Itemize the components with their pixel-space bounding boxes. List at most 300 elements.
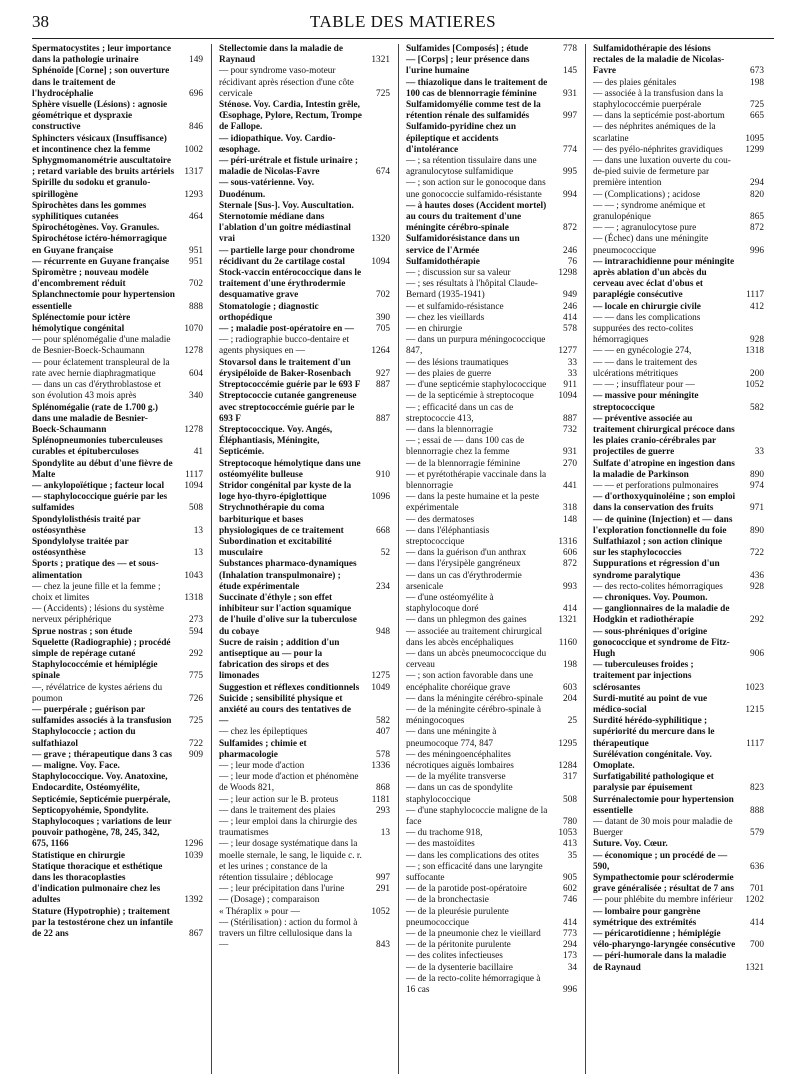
entry-page-ref: 33 — [567, 368, 577, 379]
entry-text: — associée au traitement chirurgical dans les abcès encéphaliques — [406, 626, 543, 648]
entry-page-ref: 778 — [563, 44, 577, 54]
entry-text: Sphénoïde [Corne] ; son ouverture dans le traitement de l'hydrocéphalie — [32, 66, 170, 99]
index-entry — [406, 940, 577, 951]
entry-text: — dans une méningite à pneumocoque 774, 847 — [406, 727, 497, 749]
entry-page-ref: 1298 — [558, 268, 577, 279]
entry-page-ref: 604 — [189, 368, 203, 379]
index-entry — [219, 391, 390, 425]
index-entry — [219, 178, 390, 200]
index-entry — [406, 951, 577, 962]
index-entry — [32, 492, 203, 514]
index-entry — [406, 615, 577, 626]
index-entry — [593, 89, 764, 111]
entry-text: — locale en chirurgie civile — [593, 301, 701, 312]
entry-page-ref: 414 — [750, 917, 764, 928]
entry-text: — massive pour méningite streptococcique — [593, 391, 699, 413]
index-entry — [219, 795, 390, 806]
entry-text: — dans la méningite cérébro-spinale — [406, 693, 543, 704]
index-entry — [406, 806, 577, 828]
index-entry — [219, 817, 390, 839]
page-number: 38 — [32, 12, 49, 31]
entry-page-ref: 1094 — [558, 391, 577, 402]
entry-text: Sucre de raisin ; addition d'un antiseptique au — pour la fabrication des sirops et des limonades — [219, 637, 340, 682]
index-entry — [406, 492, 577, 514]
entry-text: — — et perforations pulmonaires — [593, 480, 719, 491]
entry-page-ref: 414 — [563, 604, 577, 615]
entry-text: Sulfate d'atropine en ingestion dans la maladie de Parkinson — [593, 458, 735, 480]
index-entry — [32, 44, 203, 66]
entry-page-ref: 293 — [376, 805, 390, 816]
entry-text: — thiazolique dans le traitement de 100 cas de blennorragie féminine — [406, 77, 548, 99]
index-entry — [593, 694, 764, 716]
index-entry — [406, 459, 577, 470]
entry-text: — pour phlébite du membre inférieur — [593, 895, 733, 906]
index-entry — [219, 268, 390, 302]
entry-page-ref: 582 — [376, 716, 390, 727]
index-entry — [406, 470, 577, 492]
index-entry — [406, 526, 577, 548]
index-entry — [406, 358, 577, 369]
index-entry — [406, 403, 577, 425]
entry-page-ref: 890 — [750, 469, 764, 480]
index-entry — [406, 929, 577, 940]
entry-text: Succinate d'éthyle ; son effet inhibiteur sur l'action squamique de l'huile d'olive sur la tuberculose du cobaye — [219, 592, 357, 637]
entry-page-ref: 1049 — [371, 682, 390, 693]
index-entry — [406, 302, 577, 313]
index-entry — [406, 268, 577, 279]
entry-text: — ; efficacité dans un cas de streptococcie 413, — [406, 402, 514, 424]
entry-text: — et sulfamido-résistance — [406, 301, 504, 312]
index-entry — [219, 593, 390, 638]
index-entry — [219, 358, 390, 380]
entry-text: Sulfamides [Composés] ; étude — [406, 44, 529, 54]
entry-text: Sulfamides ; chimie et pharmacologie — [219, 738, 307, 760]
entry-text: — d'orthoxyquinoléine ; son emploi dans la conservation des fruits — [593, 492, 736, 514]
entry-page-ref: 725 — [189, 716, 203, 727]
entry-page-ref: 25 — [567, 716, 577, 727]
entry-text: Streptococcique. Voy. Angés, Éléphantiasis, Méningite, Septicémie. — [219, 424, 333, 458]
entry-page-ref: 910 — [376, 469, 390, 480]
entry-text: Suicide ; sensibilité physique et anxiété au cours des tentatives de — — [219, 693, 351, 727]
entry-page-ref: 846 — [189, 122, 203, 133]
index-entry — [219, 503, 390, 537]
index-entry — [32, 380, 203, 402]
entry-page-ref: 414 — [563, 312, 577, 323]
entry-page-ref: 994 — [563, 189, 577, 200]
entry-text: Sulfamidomyélie comme test de la rétention rénale des sulfamidés — [406, 100, 541, 122]
entry-text: — de la méningite cérébro-spinale à méningocoques — [406, 704, 542, 727]
index-entry — [32, 705, 203, 727]
entry-page-ref: 13 — [380, 828, 390, 839]
entry-page-ref: 1318 — [745, 346, 764, 357]
entry-page-ref: 13 — [193, 525, 203, 536]
index-entry — [406, 671, 577, 693]
index-entry — [406, 694, 577, 705]
entry-page-ref: 1293 — [184, 189, 203, 200]
entry-text: — de la péritonite purulente — [406, 940, 511, 951]
entry-page-ref: 725 — [750, 100, 764, 111]
entry-text: — de la blennorragie féminine — [406, 458, 521, 469]
entry-page-ref: 668 — [376, 525, 390, 536]
index-entry — [593, 145, 764, 156]
entry-text: Sympathectomie pour sclérodermie grave généralisée ; résultat de 7 ans — [593, 873, 734, 895]
entry-text: — des méningoencéphalites nécrotiques aiguës lombaires — [406, 749, 514, 771]
entry-page-ref: 931 — [563, 88, 577, 99]
entry-page-ref: 1277 — [558, 346, 577, 357]
index-entry — [219, 772, 390, 794]
index-entry — [219, 537, 390, 559]
entry-text: — associée à la transfusion dans la staphylococcémie puerpérale — [593, 88, 724, 111]
index-entry — [32, 627, 203, 638]
index-entry — [219, 727, 390, 738]
entry-page-ref: 928 — [750, 335, 764, 346]
entry-page-ref: 1094 — [184, 480, 203, 491]
entry-page-ref: 948 — [376, 626, 390, 637]
index-entry — [593, 459, 764, 481]
entry-text: Stock-vaccin entérococcique dans le traitement d'une érythrodermie desquamative grave — [219, 268, 362, 301]
entry-page-ref: 198 — [563, 660, 577, 671]
entry-page-ref: 1202 — [745, 895, 764, 906]
entry-text: — — dans le traitement des ulcérations métritiques — [593, 357, 698, 379]
entry-text: — d'une septicémie staphylococcique — [406, 380, 547, 391]
header-rule — [32, 38, 774, 39]
entry-text: Surélévation congénitale. Voy. Omoplate. — [593, 749, 712, 771]
entry-page-ref: 246 — [563, 301, 577, 312]
entry-text: — ; leur mode d'action et phénomène de Woods 821, — [219, 772, 359, 794]
entry-text: — des pyélo-néphrites gravidiques — [593, 144, 723, 155]
entry-page-ref: 1215 — [745, 704, 764, 715]
entry-page-ref: 149 — [189, 55, 203, 66]
index-entry — [593, 627, 764, 661]
index-entry — [219, 66, 390, 100]
entry-page-ref: 1181 — [371, 794, 390, 805]
entry-text: — staphylococcique guérie par les sulfamides — [32, 492, 168, 514]
entry-text: — des mastoïdites — [406, 839, 475, 850]
entry-page-ref: 872 — [563, 559, 577, 570]
entry-page-ref: 911 — [563, 380, 577, 391]
entry-text: — ankylopoïétique ; facteur local — [32, 480, 165, 491]
entry-text: Spirochètes dans les gommes syphilitiques cutanées — [32, 200, 147, 223]
entry-page-ref: 928 — [750, 581, 764, 592]
index-entry — [32, 134, 203, 156]
entry-text: Stellectomie dans la maladie de Raynaud — [219, 44, 343, 66]
index-entry — [406, 974, 577, 996]
index-entry — [32, 660, 203, 682]
entry-page-ref: 76 — [567, 256, 577, 267]
index-entry — [593, 111, 764, 122]
entry-text: — ; son efficacité dans une laryngite suffocante — [406, 861, 543, 884]
index-entry — [593, 201, 764, 223]
index-entry — [32, 862, 203, 907]
entry-page-ref: 464 — [189, 212, 203, 223]
entry-page-ref: 1316 — [558, 536, 577, 547]
index-entry — [406, 750, 577, 772]
entry-text: Splénopneumonies tuberculeuses curables et épituberculoses — [32, 436, 163, 458]
index-entry — [593, 223, 764, 234]
index-entry — [406, 122, 577, 156]
index-entry — [406, 963, 577, 974]
entry-text: — chroniques. Voy. Poumon. — [593, 592, 708, 603]
entry-page-ref: 13 — [193, 548, 203, 559]
entry-page-ref: 906 — [750, 648, 764, 659]
index-entry — [32, 66, 203, 100]
index-entry — [593, 391, 764, 413]
entry-page-ref: 823 — [750, 783, 764, 794]
index-entry — [406, 515, 577, 526]
entry-text: — (Stérilisation) : action du formol à travers un filtre cellulosique dans la — — [219, 917, 358, 951]
entry-page-ref: 1117 — [746, 290, 764, 301]
entry-page-ref: 780 — [563, 817, 577, 828]
column-divider — [211, 44, 212, 1074]
index-entry — [406, 100, 577, 122]
page-header — [32, 10, 774, 40]
entry-text: Staphylococcémie et hémiplégie spinale — [32, 660, 158, 682]
entry-page-ref: 1052 — [371, 906, 390, 917]
index-entry — [593, 873, 764, 895]
index-entry — [32, 817, 203, 851]
index-entry — [406, 156, 577, 178]
entry-page-ref: 674 — [376, 167, 390, 178]
entry-text: — lombaire pour gangrène symétrique des extrémités — [593, 906, 701, 928]
index-entry — [219, 481, 390, 503]
entry-text: Staphylococcie ; action du sulfathiazol — [32, 727, 136, 749]
index-entry — [406, 705, 577, 727]
entry-text: — de quinine (Injection) et — dans l'exploration fonctionnelle du foie — [593, 514, 733, 536]
entry-page-ref: 865 — [750, 212, 764, 223]
entry-text: — ; leur action sur le B. proteus — [219, 794, 339, 805]
entry-page-ref: 746 — [563, 895, 577, 906]
index-entry — [32, 761, 203, 772]
entry-text: Streptococcémie guérie par le 693 F — [219, 380, 361, 391]
index-entry — [406, 234, 577, 256]
entry-page-ref: 997 — [563, 111, 577, 122]
entry-text: — grave ; thérapeutique dans 3 cas — [32, 749, 172, 760]
entry-page-ref: 204 — [563, 693, 577, 704]
entry-page-ref: 888 — [750, 805, 764, 816]
entry-page-ref: 888 — [189, 301, 203, 312]
index-entry — [593, 593, 764, 604]
entry-text: Streptococcie cutanée gangreneuse avec streptococcémie guérie par le 693 F — [219, 391, 357, 424]
entry-text: Staphylococcique. Voy. Anatoxine, Endocardite, Ostéomyélite, Septicémie, Septicémie puerpérale, Septicopyohémie, Spondylite. — [32, 772, 171, 816]
entry-text: — chez les vieillards — [406, 312, 485, 323]
entry-text: Subordination et excitabilité musculaire — [219, 536, 332, 559]
entry-page-ref: 843 — [376, 940, 390, 951]
index-entry — [32, 481, 203, 492]
index-entry — [219, 918, 390, 952]
entry-page-ref: 436 — [750, 570, 764, 581]
entry-text: — des plaies génitales — [593, 77, 677, 88]
entry-text: — des recto-colites hémorragiques — [593, 581, 723, 592]
entry-text: — partielle large pour chondrome récidivant du 2e cartilage costal — [219, 245, 355, 267]
entry-text: Surrénalectomie pour hypertension essentielle — [593, 794, 734, 816]
entry-page-ref: 1117 — [746, 738, 764, 749]
index-entry — [406, 78, 577, 100]
entry-page-ref: 1284 — [558, 761, 577, 771]
entry-text: — ; essai de — dans 100 cas de blennorragie chez la femme — [406, 436, 525, 458]
entry-text: Splénectomie pour ictère hémolytique congénital — [32, 312, 131, 335]
entry-page-ref: 1317 — [184, 167, 203, 178]
entry-page-ref: 971 — [750, 503, 764, 514]
entry-page-ref: 909 — [189, 749, 203, 760]
entry-page-ref: 997 — [376, 873, 390, 884]
index-entry — [406, 335, 577, 357]
entry-text: « Théraplix » pour — — [219, 906, 300, 917]
entry-text: — ; leur mode d'action — [219, 761, 305, 771]
entry-text: — (Échec) dans une méningite pneumococcique — [593, 234, 709, 256]
entry-page-ref: 33 — [567, 357, 577, 368]
entry-page-ref: 949 — [563, 290, 577, 301]
index-entry — [32, 290, 203, 312]
entry-text: — dans un purpura méningococcique 847, — [406, 335, 546, 357]
entry-page-ref: 665 — [750, 111, 764, 122]
entry-text: Substances pharmaco-dynamiques (Inhalation transpulmonaire) ; étude expérimentale — [219, 559, 357, 592]
entry-page-ref: 1264 — [371, 346, 390, 357]
entry-page-ref: 1070 — [184, 324, 203, 335]
entry-page-ref: 1278 — [184, 424, 203, 435]
entry-page-ref: 996 — [563, 985, 577, 996]
index-column-1 — [32, 44, 203, 940]
entry-text: — de la recto-colite hémorragique à 16 cas — [406, 973, 541, 996]
index-entry — [593, 795, 764, 817]
index-entry — [406, 436, 577, 458]
entry-text: — dans l'érysipèle gangréneux — [406, 559, 521, 570]
entry-text: — de la pneumonie chez le vieillard — [406, 929, 541, 940]
entry-page-ref: 1321 — [745, 962, 764, 973]
index-entry — [219, 201, 390, 212]
entry-text: Sulfathiazol ; son action clinique sur les staphylococcies — [593, 536, 723, 559]
index-entry — [219, 884, 390, 895]
entry-page-ref: 732 — [563, 424, 577, 435]
entry-text: — ; leur précipitation dans l'urine — [219, 884, 345, 895]
entry-text: — dans le traitement des plaies — [219, 805, 336, 816]
index-entry — [593, 582, 764, 593]
index-entry — [593, 716, 764, 750]
entry-text: — datant de 30 mois pour maladie de Buerger — [593, 817, 733, 839]
entry-page-ref: 887 — [376, 380, 390, 391]
entry-text: — dans un cas d'érythroblastose et son évolution 43 mois après — [32, 380, 161, 402]
entry-page-ref: 820 — [750, 189, 764, 200]
index-entry — [593, 559, 764, 581]
index-entry — [406, 593, 577, 615]
entry-text: Sulfamidorésistance dans un service de l'Armée — [406, 234, 520, 256]
index-entry — [219, 694, 390, 728]
entry-text: — de la pleurésie purulente pneumococcique — [406, 906, 509, 928]
entry-text: Staphylocoques ; variations de leur pouvoir pathogène, 78, 245, 342, 675, 1166 — [32, 817, 172, 850]
entry-text: — dans la peste humaine et la peste expérimentale — [406, 492, 539, 514]
index-entry — [219, 739, 390, 761]
index-entry — [32, 604, 203, 626]
index-entry — [593, 515, 764, 537]
entry-text: — (Accidents) ; lésions du système nerveux périphérique — [32, 604, 164, 626]
entry-page-ref: 927 — [376, 368, 390, 379]
entry-page-ref: 1023 — [745, 682, 764, 693]
entry-text: Stature (Hypotrophie) ; traitement par la testostérone chez un infantile de 22 ans — [32, 906, 173, 940]
entry-text: Sulfamidothérapie des lésions rectales de la maladie de Nicolas-Favre — [593, 44, 725, 77]
entry-page-ref: 602 — [563, 884, 577, 895]
column-divider — [398, 44, 399, 1074]
index-entry — [219, 425, 390, 459]
index-entry — [406, 201, 577, 235]
index-entry — [593, 492, 764, 514]
entry-page-ref: 1053 — [558, 828, 577, 839]
index-entry — [219, 806, 390, 817]
index-column-2 — [219, 44, 390, 951]
entry-page-ref: 725 — [376, 88, 390, 99]
entry-page-ref: 246 — [563, 245, 577, 256]
entry-page-ref: 273 — [189, 615, 203, 626]
index-entry — [219, 559, 390, 593]
entry-text: — dans l'éléphantiasis streptococcique — [406, 525, 490, 547]
entry-text: Sternale [Sus-]. Voy. Auscultation. — [219, 200, 354, 211]
index-entry — [219, 839, 390, 884]
entry-text: Suture. Voy. Cœur. — [593, 839, 668, 850]
entry-text: Strychnothérapie du coma barbiturique et bases physiologiques de ce traitement — [219, 503, 344, 536]
index-entry — [406, 55, 577, 77]
entry-page-ref: 1278 — [184, 346, 203, 357]
entry-text: — ; leur dosage systématique dans la moelle sternale, le sang, le liquide c. r. et les urines ; constance de la rétention tissulaire ; déblocage — [219, 839, 362, 884]
index-entry — [406, 895, 577, 906]
entry-text: — — ; insufflateur pour — — [593, 380, 695, 391]
entry-page-ref: 200 — [750, 368, 764, 379]
entry-text: — ; ses résultats à l'hôpital Claude-Bernard (1935-1941) — [406, 279, 538, 301]
index-entry — [32, 436, 203, 458]
entry-page-ref: 508 — [189, 503, 203, 514]
index-entry — [406, 839, 577, 850]
entry-page-ref: 594 — [189, 626, 203, 637]
index-entry — [593, 190, 764, 201]
entry-page-ref: 722 — [189, 738, 203, 749]
entry-page-ref: 974 — [750, 480, 764, 491]
index-entry — [32, 178, 203, 200]
index-entry — [219, 335, 390, 357]
index-entry — [406, 649, 577, 671]
entry-page-ref: 1096 — [371, 492, 390, 503]
entry-text: — d'une ostéomyélite à staphylocoque doré — [406, 592, 494, 615]
entry-text: — dans les complications des otites — [406, 850, 539, 861]
entry-text: — d'une staphylococcie maligne de la face — [406, 805, 548, 828]
index-entry — [32, 313, 203, 335]
index-entry — [32, 515, 203, 537]
entry-page-ref: 198 — [750, 77, 764, 88]
entry-text: —, révélatrice de kystes aériens du poumon — [32, 682, 163, 704]
entry-text: Spondylolisthésis traité par ostéosynthèse — [32, 514, 141, 536]
entry-page-ref: 34 — [567, 962, 577, 973]
entry-page-ref: 1296 — [184, 839, 203, 850]
entry-page-ref: 1052 — [745, 380, 764, 391]
entry-page-ref: 931 — [563, 447, 577, 458]
entry-page-ref: 173 — [563, 951, 577, 962]
entry-page-ref: 726 — [189, 693, 203, 704]
entry-page-ref: 1002 — [184, 144, 203, 155]
index-entry — [406, 44, 577, 55]
entry-text: — de la myélite transverse — [406, 772, 506, 783]
index-entry — [32, 268, 203, 290]
index-entry — [593, 951, 764, 973]
index-entry — [406, 571, 577, 593]
entry-page-ref: 1321 — [371, 55, 390, 66]
entry-page-ref: 996 — [750, 245, 764, 256]
entry-text: — de la septicémie à streptocoque — [406, 391, 534, 402]
index-entry — [406, 851, 577, 862]
index-entry — [32, 156, 203, 178]
entry-text: — économique ; un procédé de — 590, — [593, 850, 728, 872]
index-entry — [406, 391, 577, 402]
entry-page-ref: 292 — [750, 615, 764, 626]
entry-text: Spirille du sodoku et granulo-spirillogène — [32, 178, 151, 200]
entry-text: Sphincters vésicaux (Insuffisance) et incontinence chez la femme — [32, 133, 167, 155]
index-entry — [406, 369, 577, 380]
entry-page-ref: 700 — [750, 940, 764, 951]
